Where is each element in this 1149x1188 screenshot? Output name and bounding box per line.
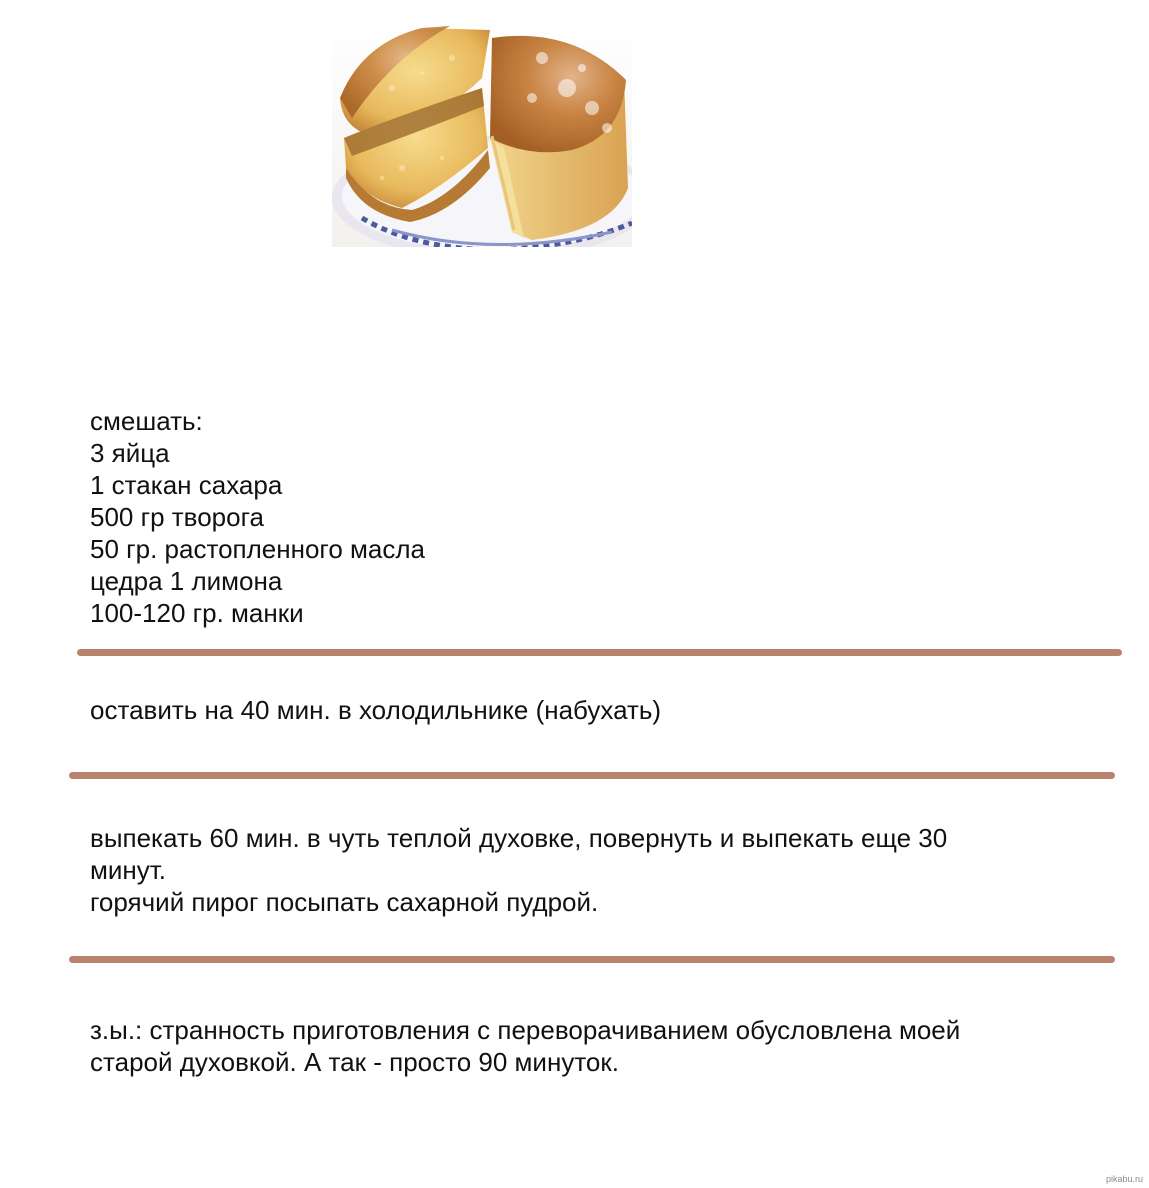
ingredient-item: 1 стакан сахара	[90, 470, 283, 500]
bake-step-line: выпекать 60 мин. в чуть теплой духовке, повернуть и выпекать еще 30	[90, 823, 948, 853]
rest-step-section	[90, 694, 661, 726]
ingredient-item: цедра 1 лимона	[90, 566, 283, 596]
rest-step: оставить на 40 мин. в холодильнике (набухать)	[90, 695, 662, 725]
ingredient-item: 500 гр творога	[90, 502, 264, 532]
ingredient-item: 100-120 гр. манки	[90, 598, 304, 628]
ingredients-section	[90, 405, 425, 629]
postscript-section	[90, 1014, 960, 1078]
watermark: pikabu.ru	[1105, 1174, 1143, 1184]
mix-heading: смешать:	[90, 406, 203, 436]
bake-step-line: минут.	[90, 855, 167, 885]
divider	[69, 956, 1115, 963]
divider	[69, 772, 1115, 779]
postscript-line: з.ы.: странность приготовления с переворачиванием обусловлена моей	[90, 1015, 961, 1045]
divider	[77, 649, 1122, 656]
bake-step-line: горячий пирог посыпать сахарной пудрой.	[90, 887, 599, 917]
cake-photo	[332, 18, 632, 247]
ingredient-item: 3 яйца	[90, 438, 170, 468]
ingredient-item: 50 гр. растопленного масла	[90, 534, 425, 564]
bake-step-section	[90, 822, 947, 918]
postscript-line: старой духовкой. А так - просто 90 минуток.	[90, 1047, 619, 1077]
